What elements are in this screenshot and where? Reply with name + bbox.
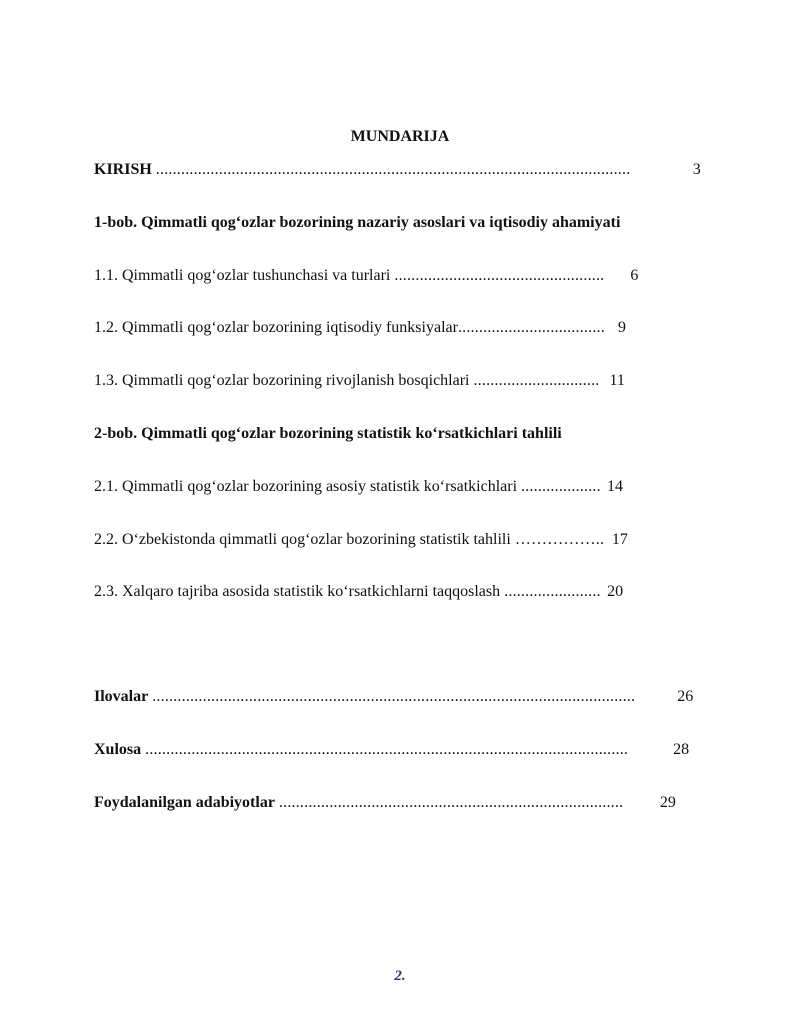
toc-title: MUNDARIJA xyxy=(350,128,450,145)
toc-chapter-heading xyxy=(94,213,620,233)
toc-entry-label: 2.1. Qimmatli qog‘ozlar bozorining asosiy statistik ko‘rsatkichlari xyxy=(94,478,518,495)
toc-page-number: 3 xyxy=(692,161,701,178)
toc-entry-1-2 xyxy=(94,318,626,338)
toc-page-number: 20 xyxy=(607,583,624,600)
toc-entry-label: 1.2. Qimmatli qog‘ozlar bozorining iqtisodiy funksiyalar xyxy=(94,319,458,336)
toc-page-number: 9 xyxy=(617,319,626,336)
toc-leader-dots: ................... xyxy=(521,478,601,495)
toc-entry-1-3 xyxy=(94,371,625,391)
toc-page-number: 11 xyxy=(609,372,625,389)
toc-leader-dots: …………….. xyxy=(514,531,605,548)
toc-entry-label: Ilovalar xyxy=(94,688,149,705)
toc-leader-dots: ................................................................................................................. xyxy=(155,161,631,178)
toc-leader-dots: .................................................................................. xyxy=(278,794,624,811)
toc-entry-label: 1.1. Qimmatli qog‘ozlar tushunchasi va turlari xyxy=(94,267,391,284)
toc-entry-label: 2.3. Xalqaro tajriba asosida statistik ko‘rsatkichlarni taqqoslash xyxy=(94,583,501,600)
toc-page-number: 17 xyxy=(611,531,628,548)
toc-page-number: 14 xyxy=(607,478,624,495)
toc-entry-ilovalar xyxy=(94,687,693,707)
toc-chapter-heading xyxy=(94,424,562,444)
page-number: 2. xyxy=(394,968,406,984)
toc-entry-label: Xulosa xyxy=(94,741,142,758)
toc-entry-label: 1.3. Qimmatli qog‘ozlar bozorining rivojlanish bosqichlari xyxy=(94,372,470,389)
toc-leader-dots: .................................................. xyxy=(394,267,605,284)
toc-page-number: 6 xyxy=(630,267,639,284)
toc-entry-label: Foydalanilgan adabiyotlar xyxy=(94,794,275,811)
toc-entry-xulosa xyxy=(94,740,689,760)
toc-leader-dots: .............................. xyxy=(473,372,600,389)
toc-entry-label: 1-bob. Qimmatli qog‘ozlar bozorining nazariy asoslari va iqtisodiy ahamiyati xyxy=(94,214,621,231)
toc-leader-dots: ................................................................................................................... xyxy=(145,741,629,758)
toc-entry-2-3 xyxy=(94,582,623,602)
toc-entry-adabiyotlar xyxy=(94,793,676,813)
toc-leader-dots: ................................................................................................................... xyxy=(152,688,636,705)
toc-entry-2-2 xyxy=(94,530,628,550)
toc-entry-label: KIRISH xyxy=(94,161,152,178)
toc-entry-label: 2-bob. Qimmatli qog‘ozlar bozorining statistik ko‘rsatkichlari tahlili xyxy=(94,425,562,442)
toc-leader-dots: ................................... xyxy=(457,319,605,336)
toc-page-number: 29 xyxy=(659,794,676,811)
toc-entry-1-1 xyxy=(94,266,638,286)
toc-leader-dots: ....................... xyxy=(504,583,601,600)
toc-entry-label: 2.2. O‘zbekistonda qimmatli qog‘ozlar bozorining statistik tahlili xyxy=(94,531,511,548)
toc-entry-2-1 xyxy=(94,477,623,497)
toc-page-number: 28 xyxy=(673,741,690,758)
toc-page-number: 26 xyxy=(677,688,694,705)
toc-entry-kirish xyxy=(94,160,701,180)
